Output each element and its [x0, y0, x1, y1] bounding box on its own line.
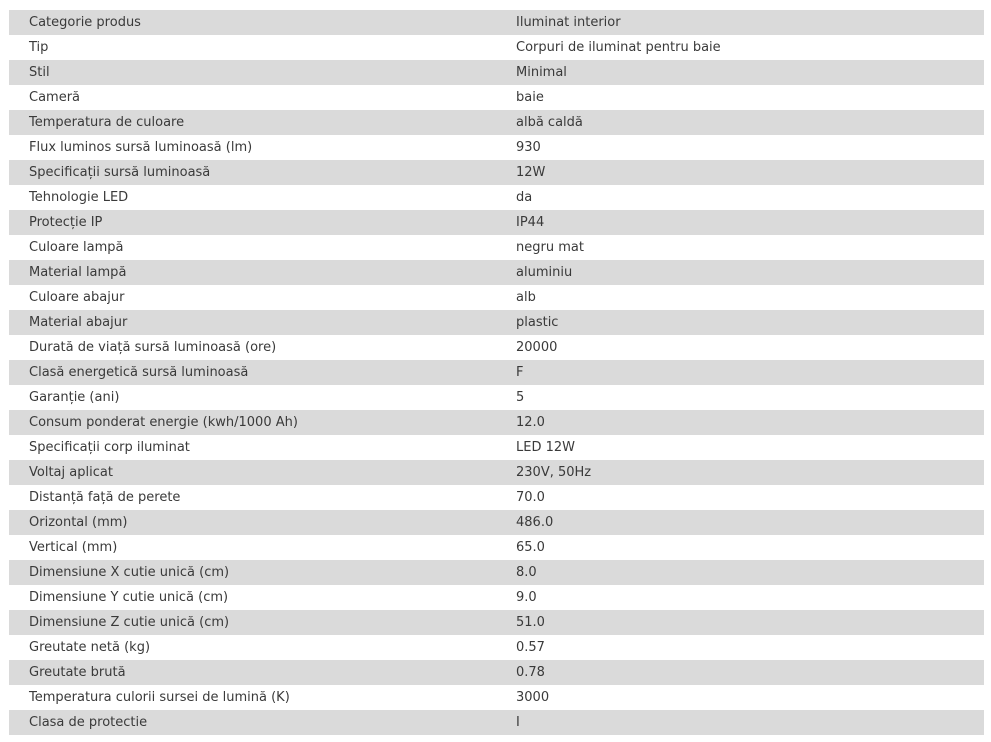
spec-value: da — [496, 185, 984, 210]
spec-label: Dimensiune X cutie unică (cm) — [9, 560, 496, 585]
table-row — [9, 10, 984, 35]
table-row — [9, 510, 984, 535]
spec-label: Protecție IP — [9, 210, 496, 235]
spec-label: Stil — [9, 60, 496, 85]
spec-value: 0.57 — [496, 635, 984, 660]
spec-label: Dimensiune Y cutie unică (cm) — [9, 585, 496, 610]
table-row — [9, 360, 984, 385]
table-row — [9, 310, 984, 335]
spec-value: 12.0 — [496, 410, 984, 435]
spec-value: alb — [496, 285, 984, 310]
spec-label: Specificații corp iluminat — [9, 435, 496, 460]
spec-value: Corpuri de iluminat pentru baie — [496, 35, 984, 60]
table-row — [9, 235, 984, 260]
spec-value: 9.0 — [496, 585, 984, 610]
table-row — [9, 185, 984, 210]
spec-label: Consum ponderat energie (kwh/1000 Ah) — [9, 410, 496, 435]
spec-value: IP44 — [496, 210, 984, 235]
table-row — [9, 385, 984, 410]
spec-value: F — [496, 360, 984, 385]
spec-value: negru mat — [496, 235, 984, 260]
table-row — [9, 560, 984, 585]
spec-label: Flux luminos sursă luminoasă (lm) — [9, 135, 496, 160]
table-row — [9, 685, 984, 710]
table-row — [9, 485, 984, 510]
table-row — [9, 210, 984, 235]
table-row — [9, 660, 984, 685]
spec-value: 930 — [496, 135, 984, 160]
spec-value: albă caldă — [496, 110, 984, 135]
spec-value: 230V, 50Hz — [496, 460, 984, 485]
spec-table-body — [9, 10, 984, 735]
spec-value: 70.0 — [496, 485, 984, 510]
spec-label: Durată de viață sursă luminoasă (ore) — [9, 335, 496, 360]
table-row — [9, 60, 984, 85]
spec-value: 0.78 — [496, 660, 984, 685]
spec-label: Material lampă — [9, 260, 496, 285]
table-row — [9, 435, 984, 460]
spec-label: Cameră — [9, 85, 496, 110]
spec-value: 20000 — [496, 335, 984, 360]
table-row — [9, 35, 984, 60]
table-row — [9, 335, 984, 360]
spec-value: 12W — [496, 160, 984, 185]
spec-value: 51.0 — [496, 610, 984, 635]
spec-label: Culoare abajur — [9, 285, 496, 310]
table-row — [9, 585, 984, 610]
spec-label: Voltaj aplicat — [9, 460, 496, 485]
table-row — [9, 710, 984, 735]
table-row — [9, 535, 984, 560]
table-row — [9, 285, 984, 310]
table-row — [9, 85, 984, 110]
spec-value: aluminiu — [496, 260, 984, 285]
spec-label: Material abajur — [9, 310, 496, 335]
spec-label: Clasa de protectie — [9, 710, 496, 735]
spec-label: Vertical (mm) — [9, 535, 496, 560]
spec-value: 5 — [496, 385, 984, 410]
spec-value: Minimal — [496, 60, 984, 85]
spec-value: plastic — [496, 310, 984, 335]
spec-value: I — [496, 710, 984, 735]
spec-label: Specificații sursă luminoasă — [9, 160, 496, 185]
spec-table — [9, 10, 984, 735]
table-row — [9, 110, 984, 135]
spec-label: Greutate netă (kg) — [9, 635, 496, 660]
spec-label: Tip — [9, 35, 496, 60]
spec-value: LED 12W — [496, 435, 984, 460]
spec-value: 486.0 — [496, 510, 984, 535]
table-row — [9, 260, 984, 285]
spec-value: 65.0 — [496, 535, 984, 560]
spec-label: Categorie produs — [9, 10, 496, 35]
spec-value: Iluminat interior — [496, 10, 984, 35]
table-row — [9, 135, 984, 160]
spec-label: Distanță față de perete — [9, 485, 496, 510]
spec-label: Temperatura culorii sursei de lumină (K) — [9, 685, 496, 710]
spec-label: Culoare lampă — [9, 235, 496, 260]
spec-label: Dimensiune Z cutie unică (cm) — [9, 610, 496, 635]
spec-label: Garanție (ani) — [9, 385, 496, 410]
spec-value: baie — [496, 85, 984, 110]
table-row — [9, 410, 984, 435]
spec-value: 8.0 — [496, 560, 984, 585]
table-row — [9, 635, 984, 660]
table-row — [9, 160, 984, 185]
spec-label: Greutate brută — [9, 660, 496, 685]
spec-label: Clasă energetică sursă luminoasă — [9, 360, 496, 385]
spec-label: Tehnologie LED — [9, 185, 496, 210]
table-row — [9, 460, 984, 485]
spec-label: Orizontal (mm) — [9, 510, 496, 535]
spec-value: 3000 — [496, 685, 984, 710]
spec-label: Temperatura de culoare — [9, 110, 496, 135]
table-row — [9, 610, 984, 635]
